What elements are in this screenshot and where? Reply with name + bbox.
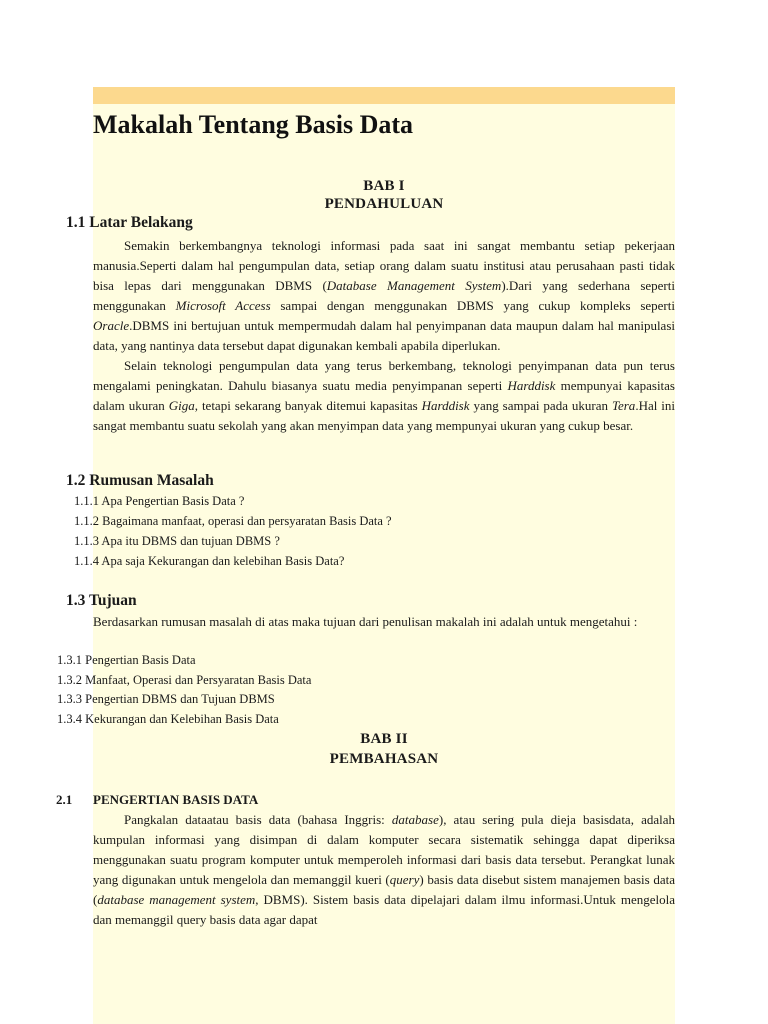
bab1-name: PENDAHULUAN xyxy=(324,196,444,212)
paragraph-latar-belakang-1: Semakin berkembangnya teknologi informasi pada saat ini sangat membantu setiap pekerjaan manusia.Seperti dalam hal pengumpulan data, setiap orang dalam suatu institusi atau perusahaan pasti tidak bisa lepas dari menggunakan DBMS (Database Management System).Dari yang sederhana seperti menggunakan Microsoft Access sampai dengan menggunakan DBMS yang cukup kompleks seperti Oracle.DBMS ini bertujuan untuk mempermudah dalam hal penyimpanan data maupun dalam hal manipulasi data, yang nantinya data tersebut dapat digunakan kembali apabila diperlukan. xyxy=(93,238,675,353)
heading-rumusan-masalah: 1.2 Rumusan Masalah xyxy=(66,472,214,489)
list-item: 1.3.2 Manfaat, Operasi dan Persyaratan Basis Data xyxy=(57,673,312,687)
section-heading-text: PENGERTIAN BASIS DATA xyxy=(93,792,259,807)
bab2-name: PEMBAHASAN xyxy=(329,751,439,767)
paragraph-latar-belakang-2: Selain teknologi pengumpulan data yang terus berkembang, teknologi penyimpanan data pun terus mengalami peningkatan. Dahulu biasanya suatu media penyimpanan seperti Harddisk mempunyai kapasitas dalam ukuran Giga, tetapi sekarang banyak ditemui kapasitas Harddisk yang sampai pada ukuran Tera.Hal ini sangat membantu suatu sekolah yang akan menyimpan data yang mempunyai ukuran yang cukup besar. xyxy=(93,358,675,433)
list-item: 1.3.1 Pengertian Basis Data xyxy=(57,653,196,667)
bab2-label: BAB II xyxy=(360,731,408,747)
section-1-3-body xyxy=(93,612,675,632)
list-item: 1.1.4 Apa saja Kekurangan dan kelebihan Basis Data? xyxy=(74,554,345,568)
list-item: 1.3.3 Pengertian DBMS dan Tujuan DBMS xyxy=(57,692,275,706)
document-title: Makalah Tentang Basis Data xyxy=(93,110,414,139)
list-item: 1.1.1 Apa Pengertian Basis Data ? xyxy=(74,494,245,508)
paragraph-tujuan-intro: Berdasarkan rumusan masalah di atas maka tujuan dari penulisan makalah ini adalah untuk mengetahui : xyxy=(93,614,638,629)
heading-latar-belakang: 1.1 Latar Belakang xyxy=(66,214,193,231)
section-number: 2.1 xyxy=(56,792,73,807)
list-item: 1.3.4 Kekurangan dan Kelebihan Basis Data xyxy=(57,712,279,726)
bab1-label: BAB I xyxy=(363,178,405,194)
heading-tujuan: 1.3 Tujuan xyxy=(66,592,137,609)
section-1-1-body xyxy=(93,236,675,436)
list-item: 1.1.3 Apa itu DBMS dan tujuan DBMS ? xyxy=(74,534,280,548)
paragraph-pengertian-basis-data: Pangkalan dataatau basis data (bahasa Inggris: database), atau sering pula dieja basisdata, adalah kumpulan informasi yang disimpan di dalam komputer secara sistematik sehingga dapat diperiksa menggunakan suatu program komputer untuk memperoleh informasi dari basis data tersebut. Perangkat lunak yang digunakan untuk mengelola dan memanggil kueri (query) basis data disebut sistem manajemen basis data (database management system, DBMS). Sistem basis data dipelajari dalam ilmu informasi.Untuk mengelola dan memanggil query basis data agar dapat xyxy=(93,812,675,927)
section-2-1-body xyxy=(93,810,675,1024)
heading-pengertian-basis-data xyxy=(56,792,258,808)
header-color-bar xyxy=(93,87,675,104)
list-item: 1.1.2 Bagaimana manfaat, operasi dan persyaratan Basis Data ? xyxy=(74,514,392,528)
